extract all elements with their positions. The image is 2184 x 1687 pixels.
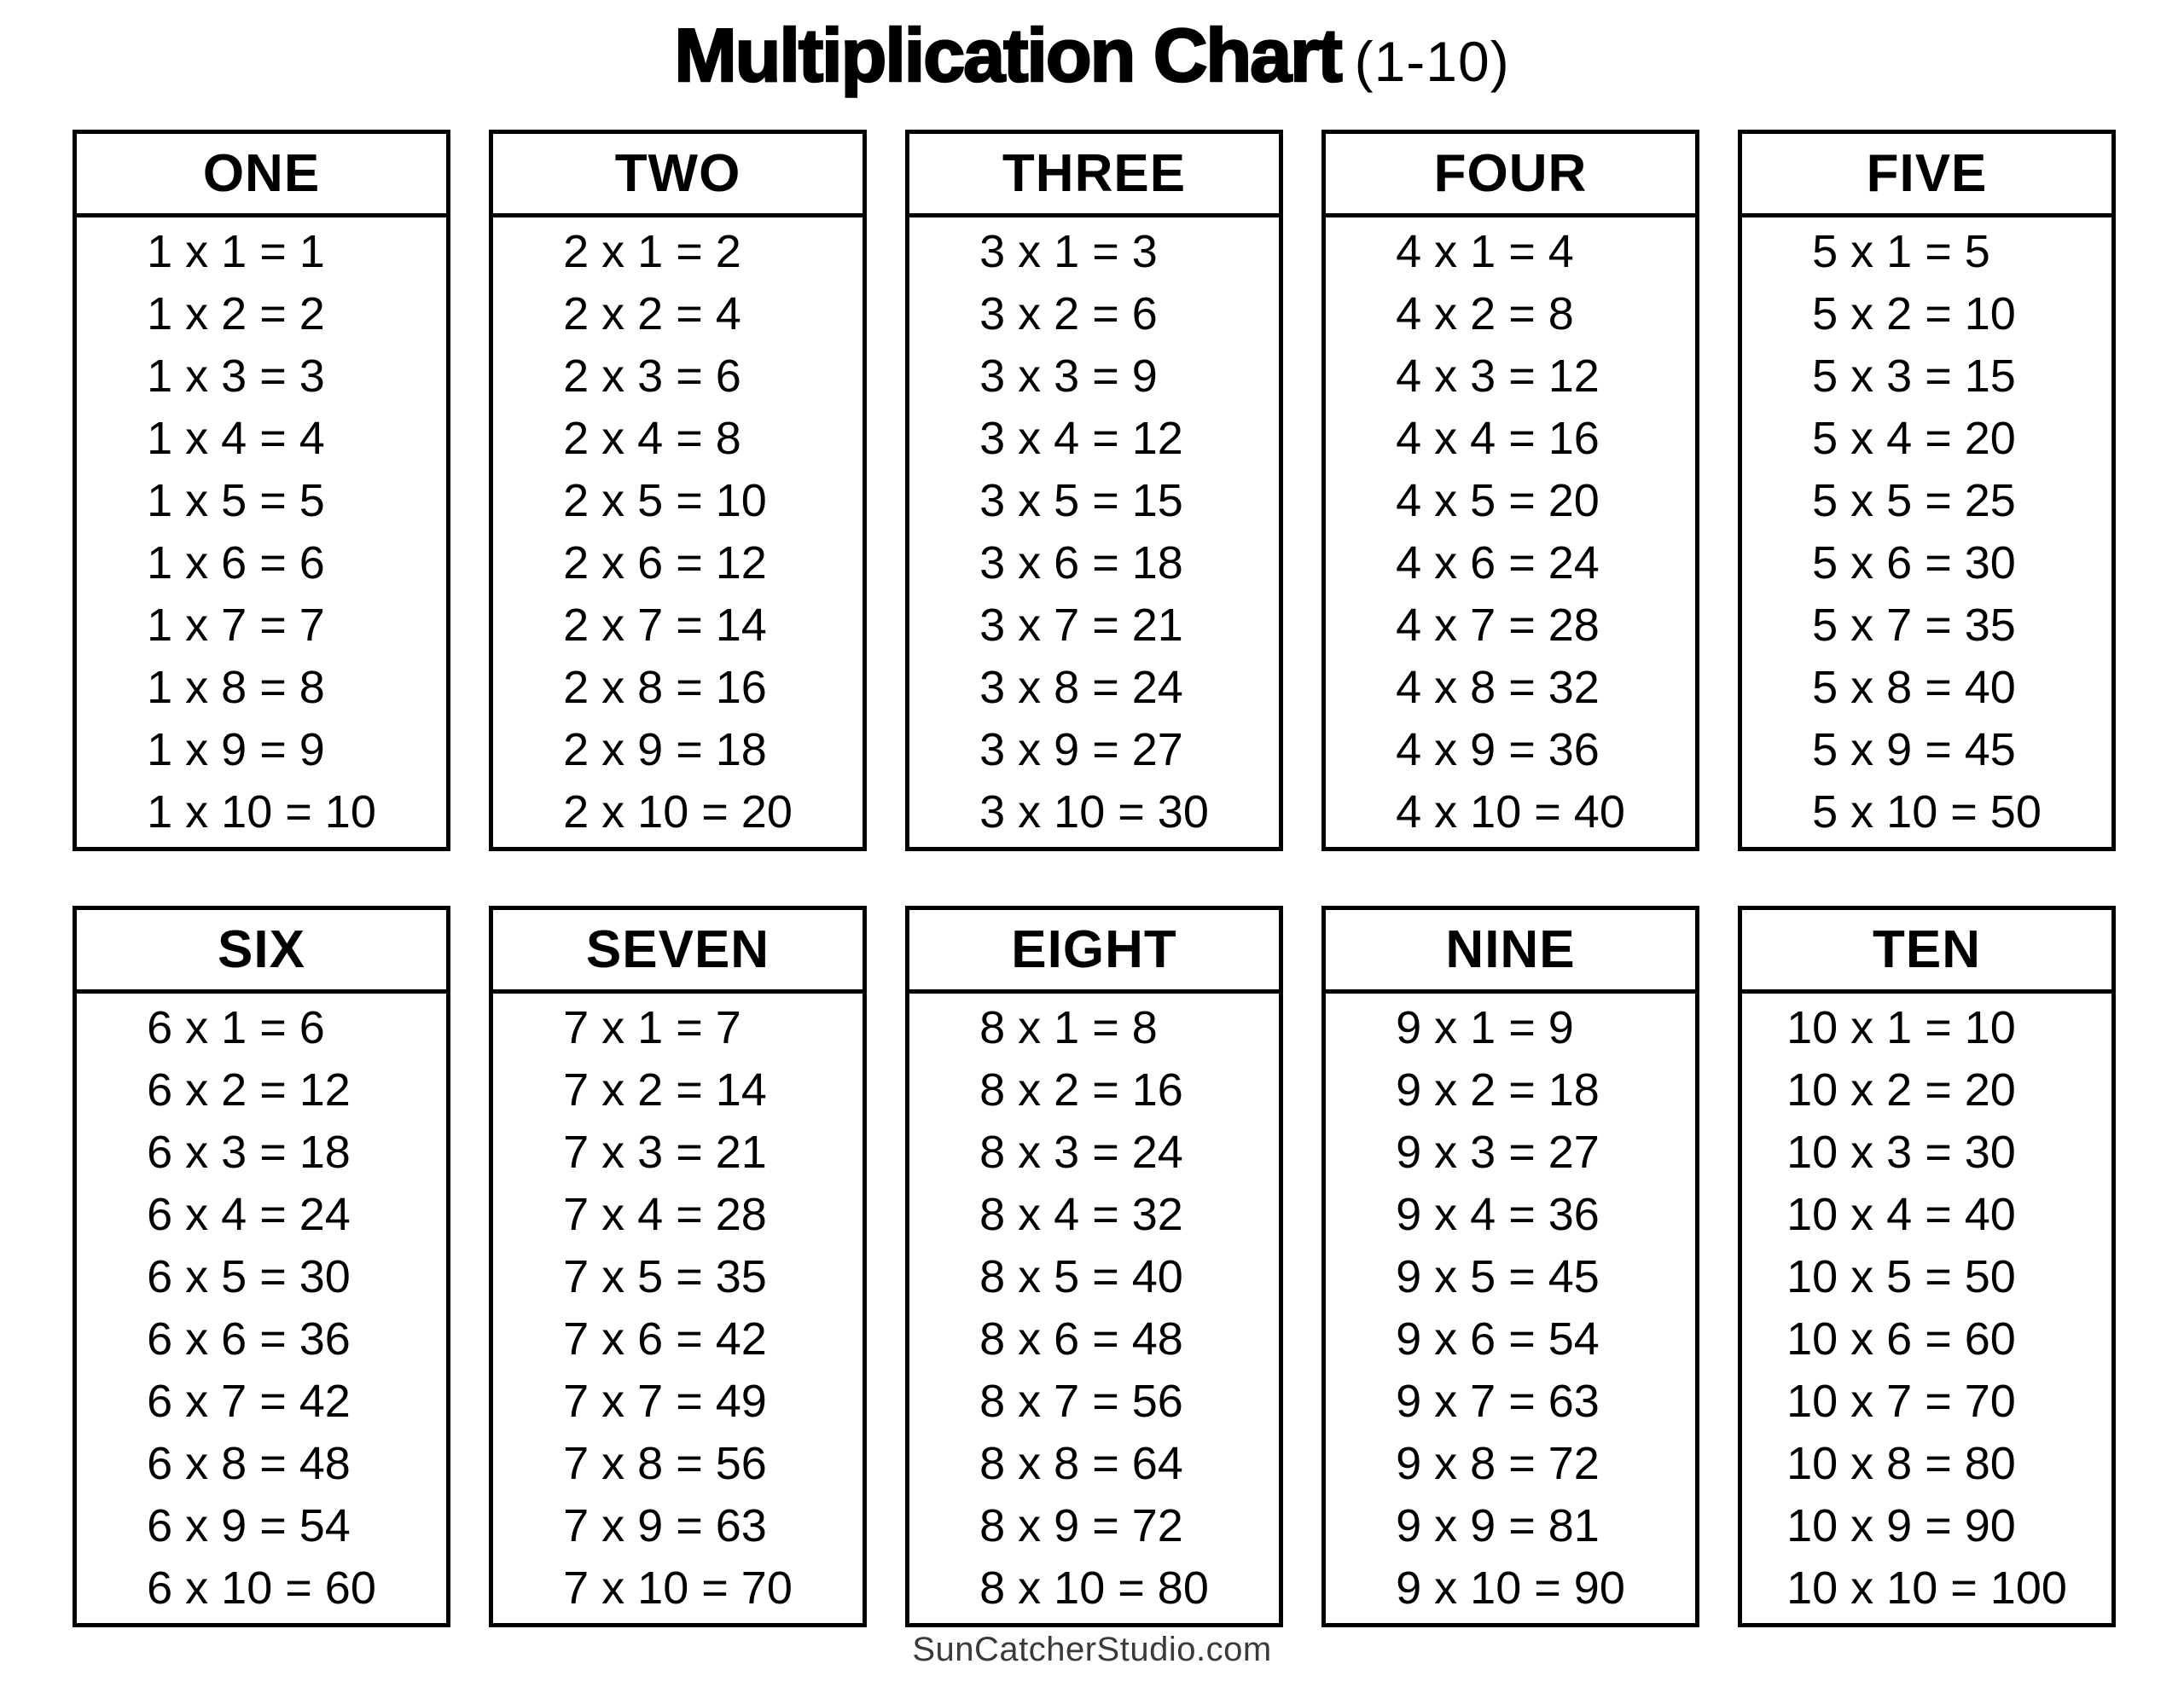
times-table-card-title: NINE xyxy=(1445,920,1576,979)
equation: 8 x 3 = 24 xyxy=(979,1127,1183,1178)
equation: 5 x 8 = 40 xyxy=(1812,662,2016,713)
times-table-card xyxy=(1321,906,1699,1627)
equation: 5 x 2 = 10 xyxy=(1812,288,2016,339)
equation: 1 x 7 = 7 xyxy=(147,600,325,651)
equation: 9 x 8 = 72 xyxy=(1396,1438,1600,1489)
equation-list xyxy=(1396,997,1625,1620)
equation: 3 x 8 = 24 xyxy=(979,662,1183,713)
equation: 7 x 4 = 28 xyxy=(563,1189,767,1240)
page-footer xyxy=(0,1631,2184,1669)
times-table-card-title: ONE xyxy=(202,144,321,203)
equation: 3 x 6 = 18 xyxy=(979,537,1183,588)
page-title-suffix: (1-10) xyxy=(1354,30,1510,93)
equation: 1 x 8 = 8 xyxy=(147,662,325,713)
equation: 10 x 3 = 30 xyxy=(1786,1127,2016,1178)
equation: 7 x 5 = 35 xyxy=(563,1251,767,1302)
times-table-card-title: SIX xyxy=(218,920,305,979)
equation: 9 x 5 = 45 xyxy=(1396,1251,1600,1302)
times-table-card-body xyxy=(77,217,446,847)
equation: 10 x 2 = 20 xyxy=(1786,1064,2016,1116)
equation: 4 x 1 = 4 xyxy=(1396,226,1574,277)
equation: 5 x 3 = 15 xyxy=(1812,351,2016,402)
page-title xyxy=(0,12,2184,99)
equation: 6 x 4 = 24 xyxy=(147,1189,351,1240)
equation-list xyxy=(147,997,376,1620)
times-table-card xyxy=(1321,130,1699,851)
equation: 6 x 2 = 12 xyxy=(147,1064,351,1116)
equation: 3 x 4 = 12 xyxy=(979,413,1183,464)
equation: 5 x 6 = 30 xyxy=(1812,537,2016,588)
equation: 5 x 9 = 45 xyxy=(1812,724,2016,775)
equation: 10 x 8 = 80 xyxy=(1786,1438,2016,1489)
equation: 2 x 2 = 4 xyxy=(563,288,741,339)
equation: 6 x 1 = 6 xyxy=(147,1002,325,1053)
equation-list xyxy=(979,221,1209,844)
times-table-card-body xyxy=(1326,217,1695,847)
equation: 2 x 1 = 2 xyxy=(563,226,741,277)
equation: 10 x 9 = 90 xyxy=(1786,1500,2016,1551)
times-table-card-title: TWO xyxy=(614,144,741,203)
equation: 4 x 4 = 16 xyxy=(1396,413,1600,464)
equation: 10 x 7 = 70 xyxy=(1786,1376,2016,1427)
times-table-card xyxy=(1738,906,2116,1627)
times-table-card-header xyxy=(77,134,446,217)
equation: 9 x 1 = 9 xyxy=(1396,1002,1574,1053)
equation-list xyxy=(147,221,376,844)
equation: 9 x 6 = 54 xyxy=(1396,1313,1600,1365)
chart-grid xyxy=(73,130,2116,1627)
equation: 8 x 9 = 72 xyxy=(979,1500,1183,1551)
times-table-card-header xyxy=(909,910,1279,994)
times-table-card xyxy=(489,906,867,1627)
equation-list xyxy=(1396,221,1625,844)
equation: 7 x 10 = 70 xyxy=(563,1562,793,1614)
equation: 4 x 2 = 8 xyxy=(1396,288,1574,339)
equation: 2 x 3 = 6 xyxy=(563,351,741,402)
equation: 8 x 6 = 48 xyxy=(979,1313,1183,1365)
equation: 7 x 3 = 21 xyxy=(563,1127,767,1178)
equation: 4 x 6 = 24 xyxy=(1396,537,1600,588)
equation: 8 x 1 = 8 xyxy=(979,1002,1158,1053)
times-table-card xyxy=(905,130,1283,851)
equation: 2 x 9 = 18 xyxy=(563,724,767,775)
equation: 7 x 1 = 7 xyxy=(563,1002,741,1053)
equation: 4 x 10 = 40 xyxy=(1396,786,1625,838)
times-table-card-body xyxy=(77,994,446,1623)
times-table-card-header xyxy=(1742,910,2111,994)
equation: 5 x 7 = 35 xyxy=(1812,600,2016,651)
equation-list xyxy=(979,997,1209,1620)
equation: 10 x 6 = 60 xyxy=(1786,1313,2016,1365)
equation: 2 x 8 = 16 xyxy=(563,662,767,713)
equation: 1 x 9 = 9 xyxy=(147,724,325,775)
equation: 1 x 3 = 3 xyxy=(147,351,325,402)
equation: 2 x 7 = 14 xyxy=(563,600,767,651)
equation: 2 x 4 = 8 xyxy=(563,413,741,464)
equation: 2 x 10 = 20 xyxy=(563,786,793,838)
times-table-card-body xyxy=(493,217,863,847)
equation: 4 x 7 = 28 xyxy=(1396,600,1600,651)
times-table-card-header xyxy=(1742,134,2111,217)
equation-list xyxy=(563,997,793,1620)
times-table-card-header xyxy=(493,910,863,994)
equation-list xyxy=(563,221,793,844)
times-table-card xyxy=(73,130,450,851)
times-table-card-body xyxy=(909,994,1279,1623)
equation: 10 x 1 = 10 xyxy=(1786,1002,2016,1053)
times-table-card-header xyxy=(909,134,1279,217)
equation: 1 x 6 = 6 xyxy=(147,537,325,588)
equation: 3 x 7 = 21 xyxy=(979,600,1183,651)
equation: 4 x 8 = 32 xyxy=(1396,662,1600,713)
equation: 9 x 9 = 81 xyxy=(1396,1500,1600,1551)
equation: 7 x 7 = 49 xyxy=(563,1376,767,1427)
page-title-main: Multiplication Chart xyxy=(674,13,1341,97)
equation: 6 x 7 = 42 xyxy=(147,1376,351,1427)
footer-website-text: SunCatcherStudio.com xyxy=(912,1631,1272,1668)
equation: 2 x 6 = 12 xyxy=(563,537,767,588)
equation: 1 x 5 = 5 xyxy=(147,475,325,526)
equation: 1 x 4 = 4 xyxy=(147,413,325,464)
times-table-card-header xyxy=(1326,134,1695,217)
equation: 3 x 10 = 30 xyxy=(979,786,1209,838)
equation: 1 x 2 = 2 xyxy=(147,288,325,339)
equation: 10 x 4 = 40 xyxy=(1786,1189,2016,1240)
equation: 5 x 4 = 20 xyxy=(1812,413,2016,464)
equation: 4 x 3 = 12 xyxy=(1396,351,1600,402)
equation: 9 x 3 = 27 xyxy=(1396,1127,1600,1178)
equation: 9 x 4 = 36 xyxy=(1396,1189,1600,1240)
equation: 3 x 5 = 15 xyxy=(979,475,1183,526)
times-table-card-title: FIVE xyxy=(1866,144,1988,203)
equation: 8 x 2 = 16 xyxy=(979,1064,1183,1116)
equation: 10 x 5 = 50 xyxy=(1786,1251,2016,1302)
equation: 8 x 5 = 40 xyxy=(979,1251,1183,1302)
equation-list xyxy=(1786,997,2067,1620)
equation: 6 x 10 = 60 xyxy=(147,1562,376,1614)
equation: 5 x 5 = 25 xyxy=(1812,475,2016,526)
equation: 6 x 9 = 54 xyxy=(147,1500,351,1551)
equation: 7 x 8 = 56 xyxy=(563,1438,767,1489)
times-table-card-title: THREE xyxy=(1002,144,1187,203)
equation: 6 x 8 = 48 xyxy=(147,1438,351,1489)
equation: 8 x 7 = 56 xyxy=(979,1376,1183,1427)
equation: 9 x 7 = 63 xyxy=(1396,1376,1600,1427)
equation: 7 x 6 = 42 xyxy=(563,1313,767,1365)
times-table-card xyxy=(905,906,1283,1627)
equation: 2 x 5 = 10 xyxy=(563,475,767,526)
times-table-card-header xyxy=(77,910,446,994)
equation: 3 x 9 = 27 xyxy=(979,724,1183,775)
equation-list xyxy=(1812,221,2042,844)
equation: 3 x 3 = 9 xyxy=(979,351,1158,402)
times-table-card xyxy=(73,906,450,1627)
equation: 6 x 5 = 30 xyxy=(147,1251,351,1302)
times-table-card-body xyxy=(1742,994,2111,1623)
equation: 8 x 8 = 64 xyxy=(979,1438,1183,1489)
equation: 4 x 9 = 36 xyxy=(1396,724,1600,775)
equation: 5 x 10 = 50 xyxy=(1812,786,2042,838)
times-table-card-title: FOUR xyxy=(1433,144,1588,203)
equation: 8 x 4 = 32 xyxy=(979,1189,1183,1240)
equation: 7 x 9 = 63 xyxy=(563,1500,767,1551)
equation: 9 x 2 = 18 xyxy=(1396,1064,1600,1116)
times-table-card-header xyxy=(1326,910,1695,994)
times-table-card-title: EIGHT xyxy=(1011,920,1177,979)
times-table-card-body xyxy=(909,217,1279,847)
equation: 6 x 6 = 36 xyxy=(147,1313,351,1365)
equation: 1 x 1 = 1 xyxy=(147,226,325,277)
times-table-card-body xyxy=(1326,994,1695,1623)
equation: 6 x 3 = 18 xyxy=(147,1127,351,1178)
equation: 8 x 10 = 80 xyxy=(979,1562,1209,1614)
times-table-card xyxy=(489,130,867,851)
times-table-card-header xyxy=(493,134,863,217)
times-table-card-title: SEVEN xyxy=(585,920,770,979)
times-table-card xyxy=(1738,130,2116,851)
equation: 3 x 1 = 3 xyxy=(979,226,1158,277)
times-table-card-body xyxy=(493,994,863,1623)
equation: 5 x 1 = 5 xyxy=(1812,226,1990,277)
times-table-card-title: TEN xyxy=(1873,920,1981,979)
equation: 3 x 2 = 6 xyxy=(979,288,1158,339)
equation: 7 x 2 = 14 xyxy=(563,1064,767,1116)
equation: 9 x 10 = 90 xyxy=(1396,1562,1625,1614)
equation: 1 x 10 = 10 xyxy=(147,786,376,838)
equation: 10 x 10 = 100 xyxy=(1786,1562,2067,1614)
times-table-card-body xyxy=(1742,217,2111,847)
equation: 4 x 5 = 20 xyxy=(1396,475,1600,526)
